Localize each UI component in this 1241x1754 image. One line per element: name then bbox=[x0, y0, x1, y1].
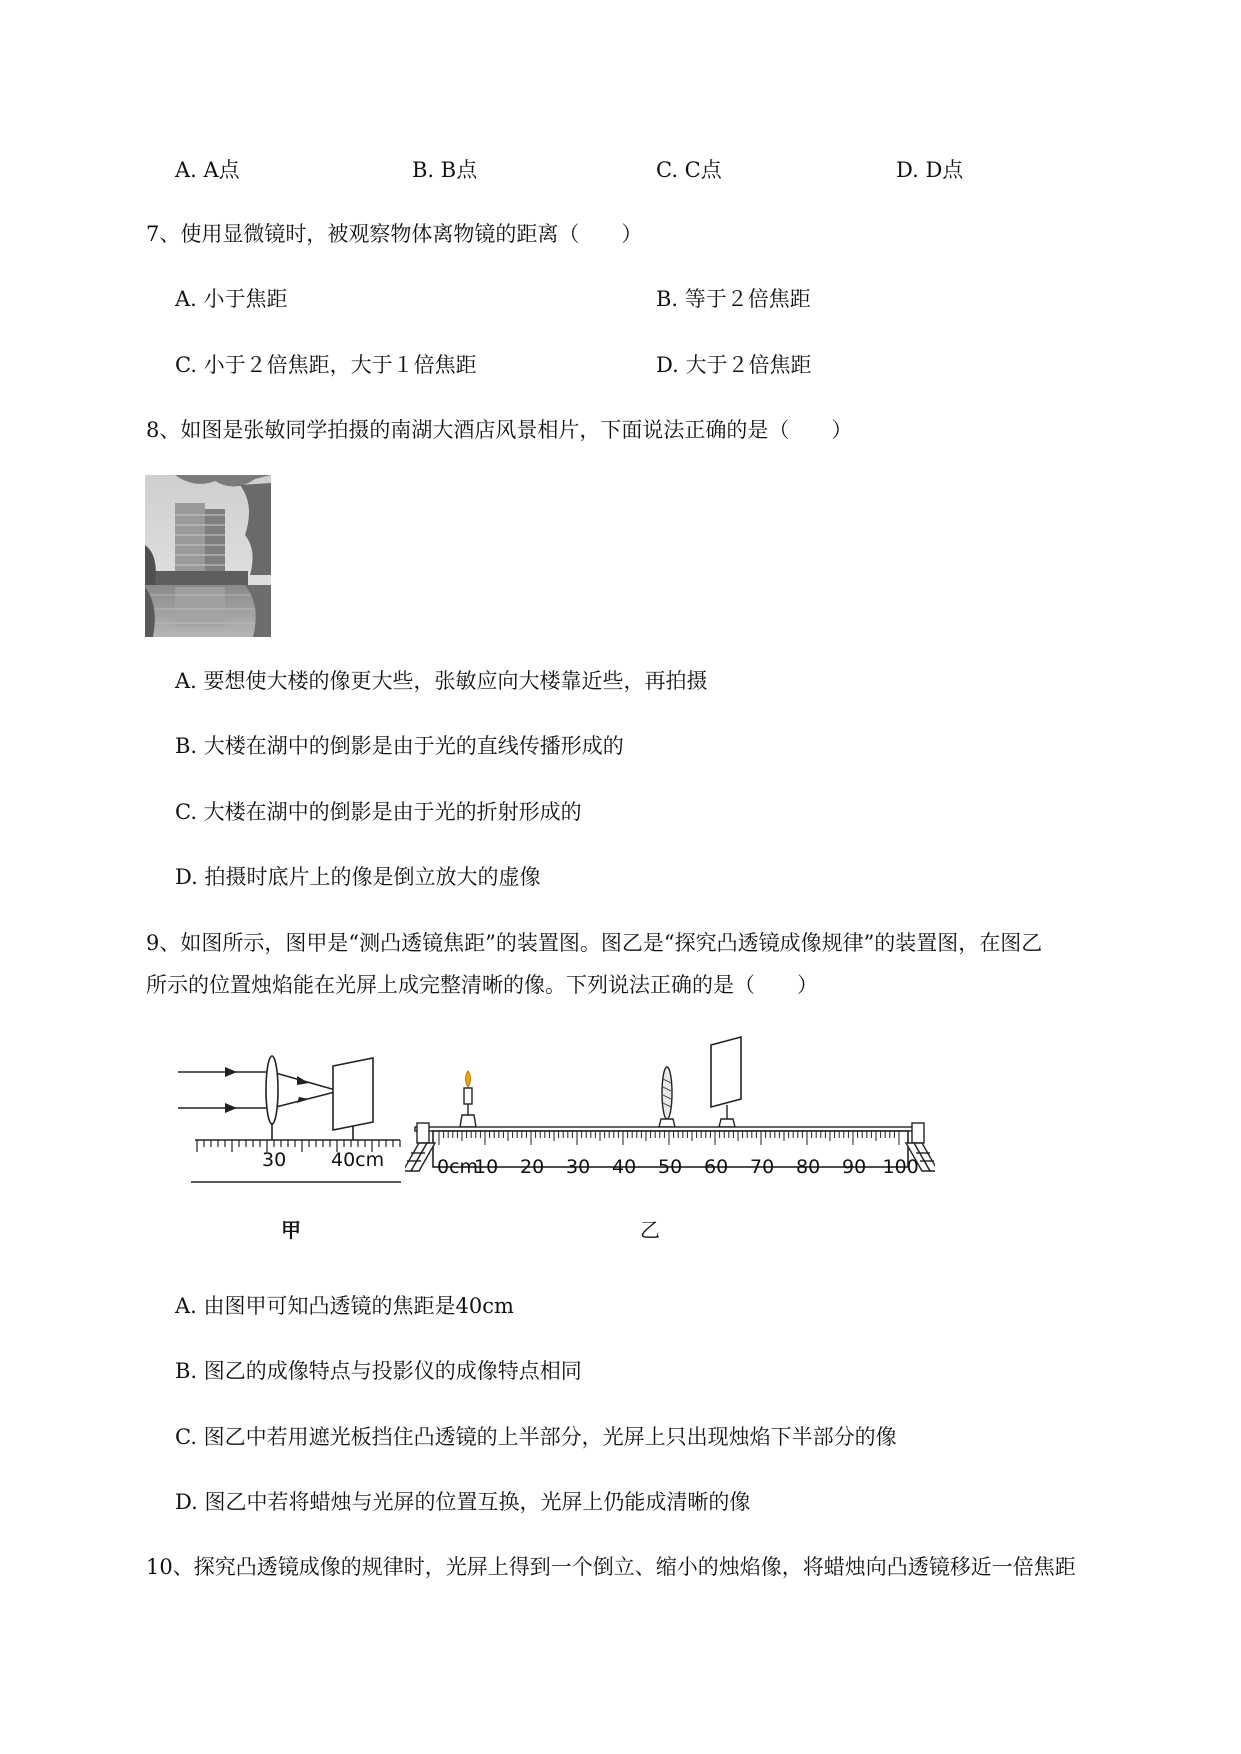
q8-option-b: B. 大楼在湖中的倒影是由于光的直线传播形成的 bbox=[175, 734, 624, 758]
fig-yi-tick-label: 40 bbox=[612, 1156, 637, 1178]
q6-option-c: C. C点 bbox=[656, 158, 722, 182]
q7-option-c: C. 小于２倍焦距，大于１倍焦距 bbox=[175, 353, 477, 377]
fig-jia-label: 甲 bbox=[281, 1218, 301, 1242]
q9-stem-line2: 所示的位置烛焰能在光屏上成完整清晰的像。下列说法正确的是（ ） bbox=[146, 973, 818, 997]
fig-yi-tick-label: 90 bbox=[842, 1156, 867, 1178]
fig-yi-tick-label: 10 bbox=[474, 1156, 499, 1178]
fig-yi-tick-label: 60 bbox=[704, 1156, 729, 1178]
q9-option-c: C. 图乙中若用遮光板挡住凸透镜的上半部分，光屏上只出现烛焰下半部分的像 bbox=[175, 1425, 897, 1449]
q7-option-a: A. 小于焦距 bbox=[175, 287, 288, 311]
q8-option-a: A. 要想使大楼的像更大些，张敏应向大楼靠近些，再拍摄 bbox=[175, 669, 708, 693]
fig-yi-tick-label: 80 bbox=[796, 1156, 821, 1178]
fig-yi-tick-label: 70 bbox=[750, 1156, 775, 1178]
q8-stem: 8、如图是张敏同学拍摄的南湖大酒店风景相片，下面说法正确的是（ ） bbox=[146, 418, 853, 442]
q9-option-a: A. 由图甲可知凸透镜的焦距是40cm bbox=[175, 1294, 514, 1318]
fig-yi-tick-label: 100 bbox=[882, 1156, 919, 1178]
light-screen-icon bbox=[711, 1037, 741, 1127]
q9-stem-line1: 9、如图所示，图甲是“测凸透镜焦距”的装置图。图乙是“探究凸透镜成像规律”的装置图，在图乙 bbox=[146, 931, 1043, 955]
q6-option-b: B. B点 bbox=[412, 158, 478, 182]
q7-stem: 7、使用显微镜时，被观察物体离物镜的距离（ ） bbox=[146, 222, 643, 246]
q6-option-a: A. A点 bbox=[175, 158, 240, 182]
fig-yi-tick-label: 0cm bbox=[437, 1156, 479, 1178]
hotel-lake-photo bbox=[145, 475, 271, 637]
q7-option-d: D. 大于２倍焦距 bbox=[656, 353, 812, 377]
fig-jia-tick-30: 30 bbox=[262, 1149, 287, 1171]
q8-option-d: D. 拍摄时底片上的像是倒立放大的虚像 bbox=[175, 865, 541, 889]
fig-yi-tick-label: 50 bbox=[658, 1156, 683, 1178]
q7-option-b: B. 等于２倍焦距 bbox=[656, 287, 811, 311]
fig-yi-tick-label: 30 bbox=[566, 1156, 591, 1178]
convex-lens-icon bbox=[659, 1067, 675, 1127]
fig-jia-tick-40cm: 40cm bbox=[331, 1149, 385, 1171]
q9-option-d: D. 图乙中若将蜡烛与光屏的位置互换，光屏上仍能成清晰的像 bbox=[175, 1490, 751, 1514]
q6-option-d: D. D点 bbox=[896, 158, 964, 182]
q8-option-c: C. 大楼在湖中的倒影是由于光的折射形成的 bbox=[175, 800, 582, 824]
fig-yi-tick-label: 20 bbox=[520, 1156, 545, 1178]
q10-stem: 10、探究凸透镜成像的规律时，光屏上得到一个倒立、缩小的烛焰像，将蜡烛向凸透镜移近一倍焦距 bbox=[146, 1555, 1076, 1579]
q9-option-b: B. 图乙的成像特点与投影仪的成像特点相同 bbox=[175, 1359, 582, 1383]
fig-yi-label: 乙 bbox=[640, 1218, 660, 1242]
candle-icon bbox=[460, 1071, 476, 1127]
